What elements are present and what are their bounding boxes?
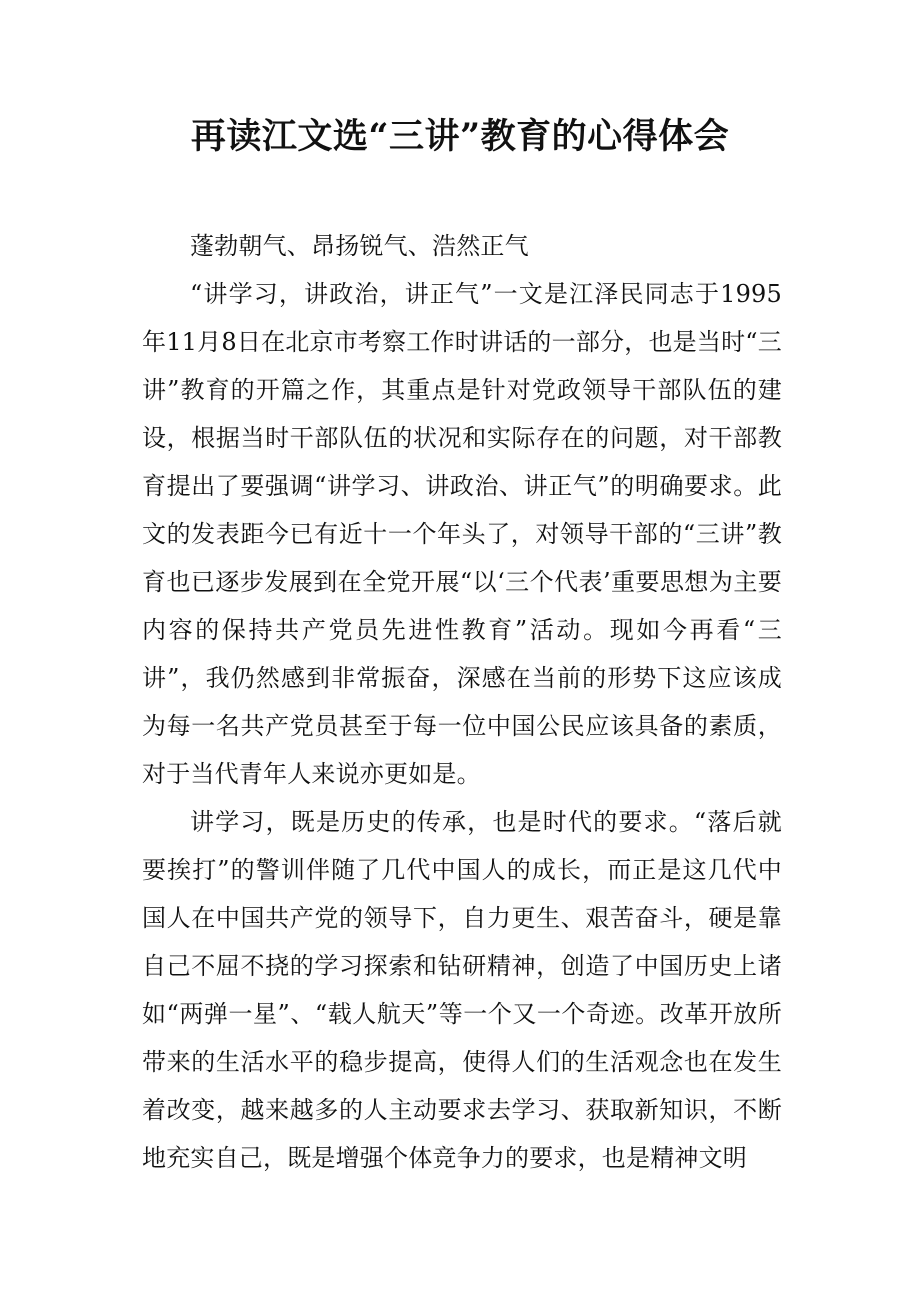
document-body	[142, 222, 782, 1182]
paragraph: 讲学习，既是历史的传承，也是时代的要求。“落后就要挨打”的警训伴随了几代中国人的成长，而正是这几代中国人在中国共产党的领导下，自力更生、艰苦奋斗，硬是靠自己不屈不挠的学习探索和钻研精神，创造了中国历史上诸如“两弹一星”、“载人航天”等一个又一个奇迹。改革开放所带来的生活水平的稳步提高，使得人们的生活观念也在发生着改变，越来越多的人主动要求去学习、获取新知识，不断地充实自己，既是增强个体竞争力的要求，也是精神文明	[142, 808, 782, 1172]
paragraph: “讲学习，讲政治，讲正气”一文是江泽民同志于1995年11月8日在北京市考察工作时讲话的一部分，也是当时“三讲”教育的开篇之作，其重点是针对党政领导干部队伍的建设，根据当时干部队伍的状况和实际存在的问题，对干部教育提出了要强调“讲学习、讲政治、讲正气”的明确要求。此文的发表距今已有近十一个年头了，对领导干部的“三讲”教育也已逐步发展到在全党开展“以‘三个代表’重要思想为主要内容的保持共产党员先进性教育”活动。现如今再看“三讲”，我仍然感到非常振奋，深感在当前的形势下这应该成为每一名共产党员甚至于每一位中国公民应该具备的素质，对于当代青年人来说亦更如是。	[142, 280, 782, 788]
document-title: 再读江文选“三讲”教育的心得体会	[190, 116, 730, 157]
paragraph-subtitle: 蓬勃朝气、昂扬锐气、浩然正气	[190, 232, 529, 260]
